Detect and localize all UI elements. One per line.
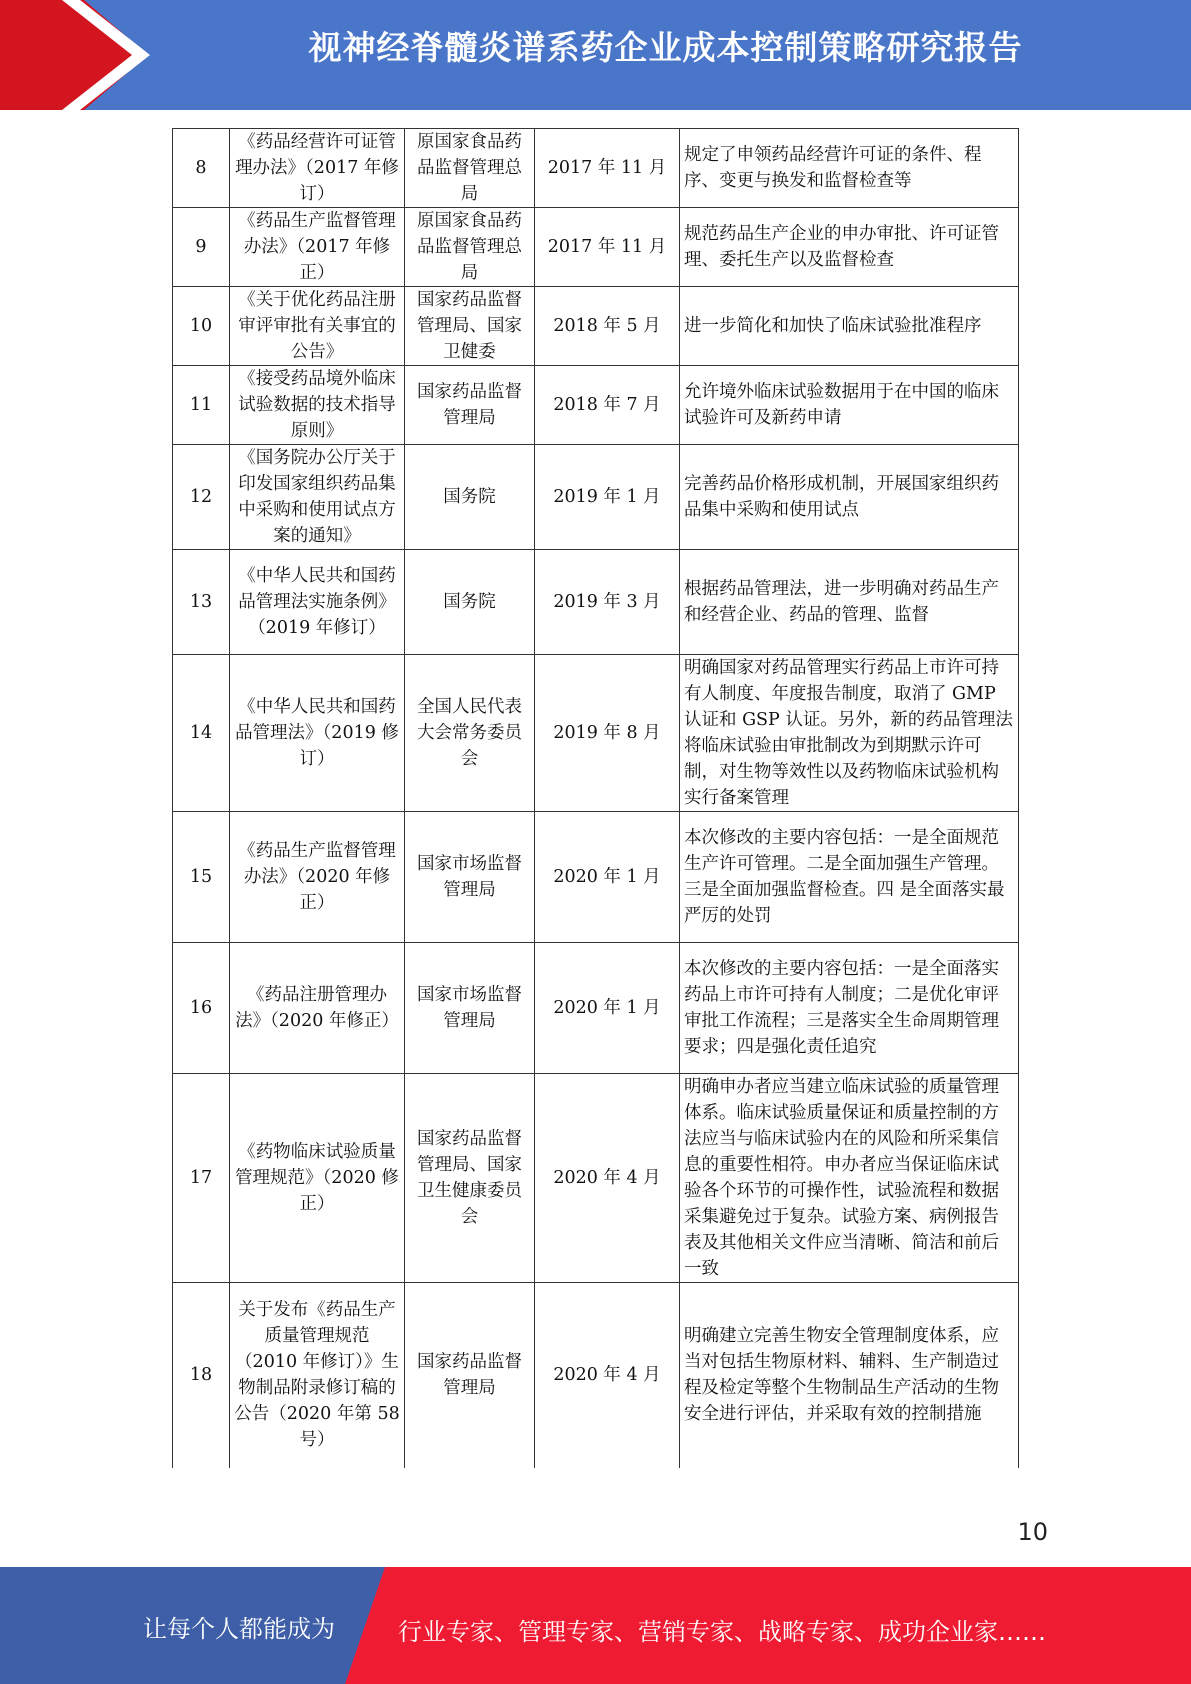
issue-date: 2020 年 1 月: [535, 943, 680, 1074]
table-row: [173, 1074, 1019, 1283]
regulation-name: 《药品生产监督管理办法》（2017 年修正）: [230, 208, 405, 287]
row-number: 18: [173, 1283, 230, 1468]
row-number: 10: [173, 287, 230, 366]
policy-table: [172, 128, 1019, 1468]
issue-date: 2018 年 7 月: [535, 366, 680, 445]
issuing-authority: 国家药品监督管理局、国家卫健委: [405, 287, 535, 366]
row-number: 16: [173, 943, 230, 1074]
table-row: [173, 1283, 1019, 1468]
issuing-authority: 国家市场监督管理局: [405, 943, 535, 1074]
regulation-name: 《药品经营许可证管理办法》（2017 年修订）: [230, 129, 405, 208]
row-number: 11: [173, 366, 230, 445]
issuing-authority: 原国家食品药品监督管理总局: [405, 129, 535, 208]
footer-slogan-right: 行业专家、管理专家、营销专家、战略专家、成功企业家……: [398, 1618, 1046, 1646]
issue-date: 2017 年 11 月: [535, 208, 680, 287]
issuing-authority: 原国家食品药品监督管理总局: [405, 208, 535, 287]
row-number: 8: [173, 129, 230, 208]
regulation-summary: 本次修改的主要内容包括：一是全面落实药品上市许可持有人制度；二是优化审评审批工作流程；三是落实全生命周期管理要求；四是强化责任追究: [680, 943, 1019, 1074]
regulation-summary: 允许境外临床试验数据用于在中国的临床试验许可及新药申请: [680, 366, 1019, 445]
regulation-summary: 明确国家对药品管理实行药品上市许可持有人制度、年度报告制度，取消了 GMP 认证和 GSP 认证。另外，新的药品管理法将临床试验由审批制改为到期默示许可制，对生物等效性以及药物临床试验机构实行备案管理: [680, 655, 1019, 812]
issue-date: 2020 年 1 月: [535, 812, 680, 943]
regulation-name: 《国务院办公厅关于印发国家组织药品集中采购和使用试点方案的通知》: [230, 445, 405, 550]
regulation-name: 《药品生产监督管理办法》（2020 年修正）: [230, 812, 405, 943]
issue-date: 2019 年 1 月: [535, 445, 680, 550]
issuing-authority: 国务院: [405, 445, 535, 550]
issuing-authority: 国家药品监督管理局: [405, 1283, 535, 1468]
page-footer: [0, 1567, 1191, 1684]
page-number: 10: [1017, 1518, 1048, 1546]
issuing-authority: 国家药品监督管理局、国家卫生健康委员会: [405, 1074, 535, 1283]
row-number: 15: [173, 812, 230, 943]
issue-date: 2020 年 4 月: [535, 1074, 680, 1283]
issue-date: 2017 年 11 月: [535, 129, 680, 208]
row-number: 12: [173, 445, 230, 550]
table-row: [173, 366, 1019, 445]
regulation-summary: 进一步简化和加快了临床试验批准程序: [680, 287, 1019, 366]
regulation-summary: 规范药品生产企业的申办审批、许可证管理、委托生产以及监督检查: [680, 208, 1019, 287]
table-row: [173, 129, 1019, 208]
issuing-authority: 全国人民代表大会常务委员会: [405, 655, 535, 812]
regulation-summary: 根据药品管理法，进一步明确对药品生产和经营企业、药品的管理、监督: [680, 550, 1019, 655]
regulation-name: 《中华人民共和国药品管理法实施条例》（2019 年修订）: [230, 550, 405, 655]
table-row: [173, 550, 1019, 655]
regulation-name: 《接受药品境外临床试验数据的技术指导原则》: [230, 366, 405, 445]
table-row: [173, 287, 1019, 366]
issuing-authority: 国务院: [405, 550, 535, 655]
table-row: [173, 208, 1019, 287]
regulation-summary: 本次修改的主要内容包括：一是全面规范生产许可管理。二是全面加强生产管理。三是全面加强监督检查。四 是全面落实最严厉的处罚: [680, 812, 1019, 943]
row-number: 17: [173, 1074, 230, 1283]
row-number: 14: [173, 655, 230, 812]
issuing-authority: 国家市场监督管理局: [405, 812, 535, 943]
page-header: [0, 0, 1191, 110]
table-row: [173, 445, 1019, 550]
issue-date: 2020 年 4 月: [535, 1283, 680, 1468]
footer-slogan-left: 让每个人都能成为: [143, 1615, 335, 1643]
table-row: [173, 812, 1019, 943]
regulation-summary: 规定了申领药品经营许可证的条件、程序、变更与换发和监督检查等: [680, 129, 1019, 208]
regulation-name: 关于发布《药品生产质量管理规范（2010 年修订）》生物制品附录修订稿的公告（2020 年第 58 号）: [230, 1283, 405, 1468]
issue-date: 2018 年 5 月: [535, 287, 680, 366]
regulation-summary: 完善药品价格形成机制，开展国家组织药品集中采购和使用试点: [680, 445, 1019, 550]
row-number: 13: [173, 550, 230, 655]
header-red-arrow: [0, 0, 148, 110]
table-row: [173, 655, 1019, 812]
regulation-name: 《中华人民共和国药品管理法》（2019 修订）: [230, 655, 405, 812]
regulation-summary: 明确申办者应当建立临床试验的质量管理体系。临床试验质量保证和质量控制的方法应当与临床试验内在的风险和所采集信息的重要性相符。申办者应当保证临床试验各个环节的可操作性，试验流程和数据采集避免过于复杂。试验方案、病例报告表及其他相关文件应当清晰、简洁和前后一致: [680, 1074, 1019, 1283]
report-title: 视神经脊髓炎谱系药企业成本控制策略研究报告: [308, 28, 1023, 67]
issuing-authority: 国家药品监督管理局: [405, 366, 535, 445]
regulation-name: 《关于优化药品注册审评审批有关事宜的公告》: [230, 287, 405, 366]
table-row: [173, 943, 1019, 1074]
regulation-name: 《药品注册管理办法》（2020 年修正）: [230, 943, 405, 1074]
issue-date: 2019 年 8 月: [535, 655, 680, 812]
regulation-summary: 明确建立完善生物安全管理制度体系，应当对包括生物原材料、辅料、生产制造过程及检定等整个生物制品生产活动的生物安全进行评估，并采取有效的控制措施: [680, 1283, 1019, 1468]
regulation-name: 《药物临床试验质量管理规范》（2020 修正）: [230, 1074, 405, 1283]
issue-date: 2019 年 3 月: [535, 550, 680, 655]
row-number: 9: [173, 208, 230, 287]
